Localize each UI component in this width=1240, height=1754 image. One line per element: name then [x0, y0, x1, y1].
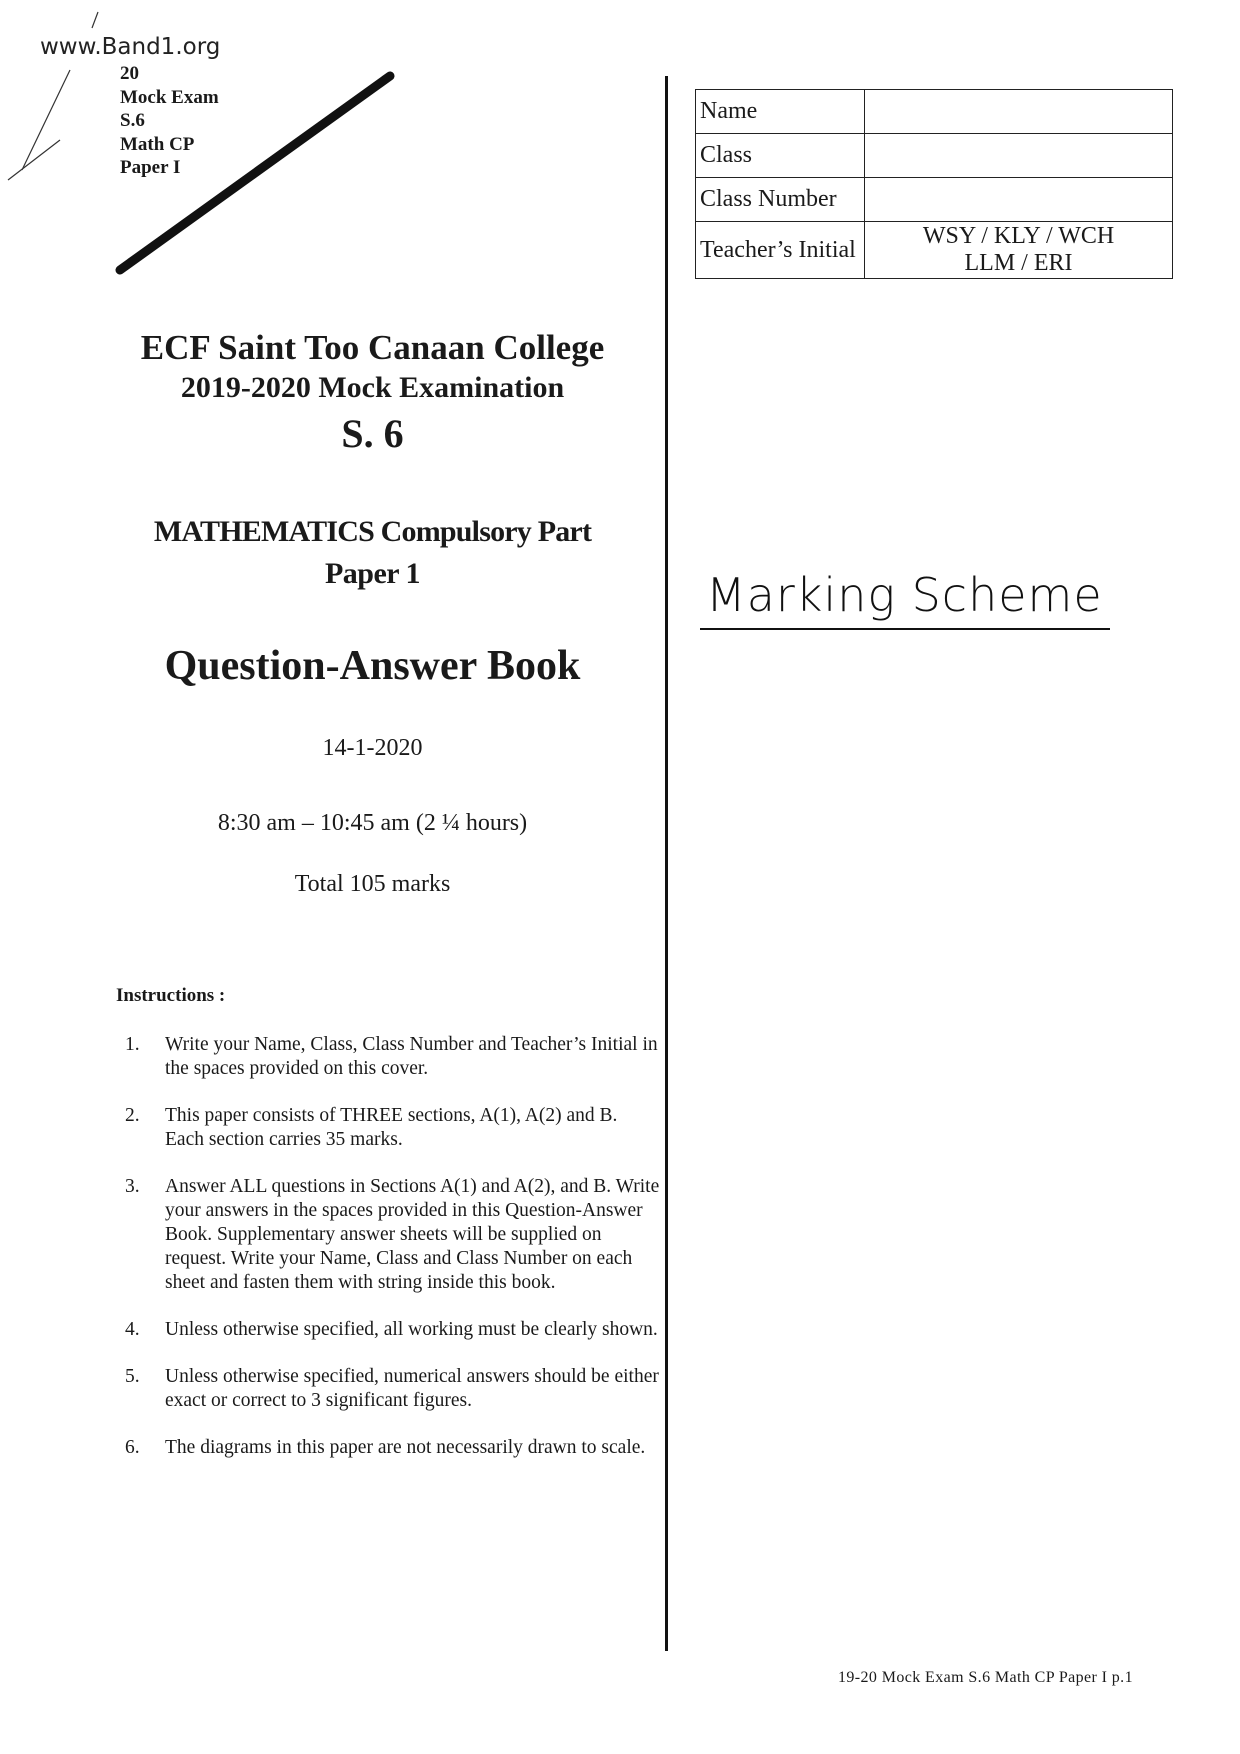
info-row-name: [696, 90, 1173, 134]
instructions-list: [125, 1033, 660, 1483]
instruction-item: [125, 1175, 660, 1295]
name-field[interactable]: [865, 90, 1173, 134]
paper-number: Paper 1: [324, 557, 421, 590]
class-number-field[interactable]: [865, 178, 1173, 222]
handwritten-marking-scheme: Marking Scheme: [706, 568, 1103, 622]
scribble-mark: [22, 70, 70, 170]
instruction-item: [125, 1104, 660, 1152]
corner-label-line: Math CP: [120, 133, 195, 155]
class-label: Class: [696, 134, 865, 178]
subject-title: MATHEMATICS Compulsory Part: [153, 515, 592, 548]
instruction-number: 2.: [125, 1105, 140, 1126]
info-row-class-number: [696, 178, 1173, 222]
teacher-initial-line-2: LLM / ERI: [964, 250, 1073, 276]
college-name: ECF Saint Too Canaan College: [140, 328, 605, 367]
instruction-item: [125, 1436, 660, 1460]
instruction-number: 3.: [125, 1176, 140, 1197]
instruction-text: Answer ALL questions in Sections A(1) and A(2), and B. Write your answers in the spaces provided in this Question-Answer Book. Supplementary answer sheets will be supplied on request. Write your Name, Class and Class Number on each sheet and fasten them with string inside this book.: [165, 1176, 660, 1293]
instruction-number: 6.: [125, 1437, 140, 1458]
total-marks: Total 105 marks: [294, 871, 451, 897]
scribble-mark: [92, 12, 98, 28]
exam-title: 2019-2020 Mock Examination: [180, 371, 565, 404]
info-row-class: [696, 134, 1173, 178]
instruction-text: Unless otherwise specified, numerical answers should be either exact or correct to 3 significant figures.: [165, 1366, 659, 1411]
handwritten-underline: [700, 628, 1110, 630]
corner-label-line: Paper I: [120, 157, 181, 178]
instruction-text: The diagrams in this paper are not necessarily drawn to scale.: [165, 1437, 646, 1458]
teacher-initial-line-1: WSY / KLY / WCH: [922, 223, 1115, 249]
instruction-item: [125, 1033, 660, 1081]
instruction-text: Unless otherwise specified, all working must be clearly shown.: [165, 1319, 658, 1340]
corner-label: [120, 62, 219, 180]
corner-label-line: Mock Exam: [120, 86, 219, 108]
exam-time: 8:30 am – 10:45 am (2 ¼ hours): [217, 810, 528, 836]
vertical-divider: [665, 76, 668, 1651]
teacher-initial-options: [865, 222, 1173, 279]
instruction-number: 5.: [125, 1366, 140, 1387]
corner-label-line: S.6: [120, 110, 145, 131]
instruction-item: [125, 1318, 660, 1342]
info-row-teacher-initial: [696, 222, 1173, 279]
class-number-label: Class Number: [696, 178, 865, 222]
instruction-number: 4.: [125, 1319, 140, 1340]
exam-date: 14-1-2020: [322, 735, 423, 761]
instruction-number: 1.: [125, 1034, 140, 1055]
page-footer: 19-20 Mock Exam S.6 Math CP Paper I p.1: [838, 1669, 1133, 1686]
instruction-text: This paper consists of THREE sections, A(1), A(2) and B. Each section carries 35 marks.: [165, 1105, 618, 1150]
candidate-info-table: [695, 89, 1173, 279]
instruction-item: [125, 1365, 660, 1413]
class-field[interactable]: [865, 134, 1173, 178]
corner-label-line: 20: [120, 63, 139, 84]
instruction-text: Write your Name, Class, Class Number and Teacher’s Initial in the spaces provided on this cover.: [165, 1034, 658, 1079]
watermark: www.Band1.org: [40, 34, 221, 60]
name-label: Name: [696, 90, 865, 134]
book-title: Question-Answer Book: [164, 643, 581, 689]
teacher-initial-label: Teacher’s Initial: [696, 222, 865, 279]
form-level: S. 6: [341, 411, 404, 456]
instructions-title: Instructions :: [116, 985, 226, 1006]
